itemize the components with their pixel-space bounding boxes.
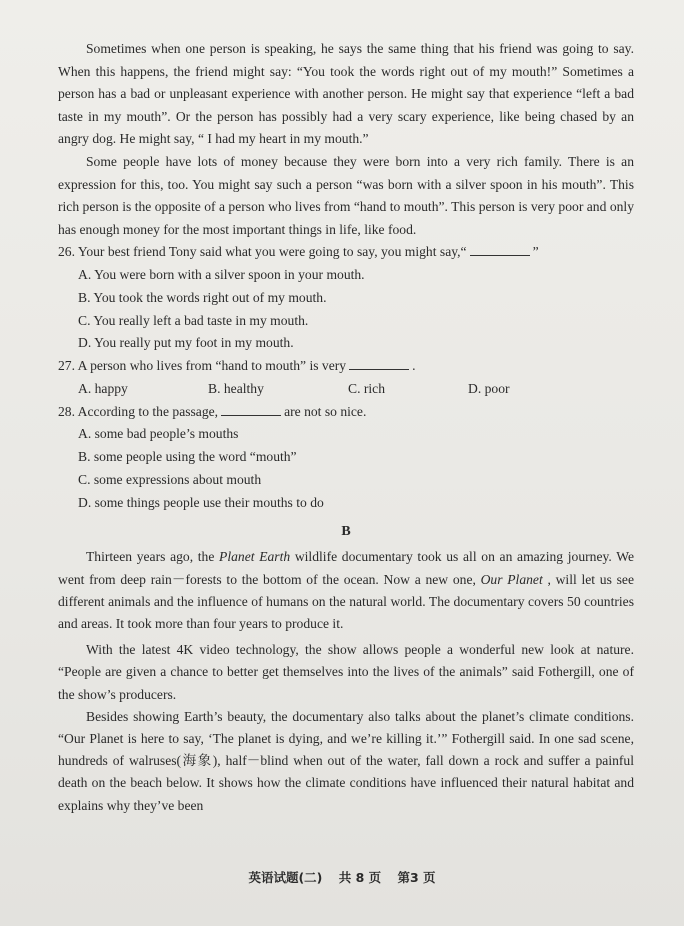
question-27-option-b: B. healthy — [208, 380, 264, 396]
passage-a-paragraph-1: Sometimes when one person is speaking, he says the same thing that his friend was going to say. When this happens, the friend might say: “You took the words right out of my mouth!” Sometimes a person has a bad or unpleasant experience with another person. He might say that experience “left a bad taste in my mouth”. Or the person has possibly had a very scary experience, like being chased by an angry dog. He might say, “ I had my heart in my mouth.” — [58, 41, 634, 147]
passage-b-paragraph-2: With the latest 4K video technology, the show allows people a wonderful new look at nature. “People are given a chance to better get themselves into the lives of the animals” said Fothergill, one of the show’s producers. — [58, 642, 634, 702]
question-26 — [58, 241, 634, 264]
footer-total-pages: 共 8 页 — [338, 870, 382, 885]
question-27-stem-end: . — [412, 358, 416, 374]
question-28-option-b: B. some people using the word “mouth” — [78, 448, 297, 464]
answer-blank-26 — [470, 243, 530, 256]
passage-b-paragraph-1 — [58, 546, 634, 635]
footer-exam-title: 英语试题(二) — [248, 870, 323, 885]
passage-b-p1-part-3: , will let us see different animals and the influence of humans on the natural world. The documentary covers 50 countries and areas. It took more than four years to produce it. — [58, 571, 634, 631]
question-28-stem: 28. According to the passage, — [58, 403, 219, 419]
passage-b-p1-part-1: Thirteen years ago, the — [86, 549, 220, 565]
passage-b-paragraph-3: Besides showing Earth’s beauty, the documentary also talks about the planet’s climate conditions. “Our Planet is here to say, ‘The planet is dying, and we’re killing it.’” Fothergill said. In one sad scene, hundreds of walruses(海象), half－blind when out of the water, fall down a rock and suffer a painful death on the beach below. It shows how the climate conditions have influenced their natural habitat and explains why they’ve been — [58, 708, 634, 813]
question-26-option-d: D. You really put my foot in my mouth. — [78, 335, 294, 351]
question-27 — [58, 355, 634, 378]
answer-blank-28 — [221, 403, 281, 416]
question-28-stem-end: are not so nice. — [284, 403, 367, 419]
page-content — [58, 38, 634, 817]
question-26-option-c: C. You really left a bad taste in my mouth. — [78, 312, 309, 328]
passage-a-paragraph-2: Some people have lots of money because they were born into a very rich family. There is an expression for this, too. You might say such a person “was born with a silver spoon in his mouth”. This rich person is the opposite of a person who lives from “hand to mouth”. This person is very poor and only has enough money for the most important things in life, like food. — [58, 153, 634, 237]
page-footer — [0, 868, 684, 886]
documentary-title-planet-earth: Planet Earth — [219, 549, 291, 565]
section-b-heading: B — [341, 524, 351, 540]
question-26-option-a: A. You were born with a silver spoon in your mouth. — [78, 266, 365, 282]
question-26-stem-end: ” — [532, 244, 539, 260]
question-27-option-d: D. poor — [468, 380, 510, 396]
question-28-option-d: D. some things people use their mouths to do — [78, 494, 324, 510]
question-26-option-b: B. You took the words right out of my mouth. — [78, 289, 327, 305]
answer-blank-27 — [349, 357, 409, 370]
passage-b-p1-part-2: wildlife documentary took us all on an amazing journey. We went from deep rain－forests to the bottom of the ocean. Now a new one, — [58, 549, 634, 587]
question-28-option-c: C. some expressions about mouth — [78, 471, 262, 487]
question-28-option-a: A. some bad people’s mouths — [78, 426, 239, 442]
question-27-option-a: A. happy — [78, 380, 128, 396]
documentary-title-our-planet: Our Planet — [480, 571, 543, 587]
question-26-stem: 26. Your best friend Tony said what you were going to say, you might say,“ — [58, 244, 467, 260]
question-27-stem: 27. A person who lives from “hand to mouth” is very — [58, 358, 347, 374]
question-28 — [58, 401, 634, 424]
question-27-options — [78, 378, 634, 401]
footer-page-number: 第3 页 — [397, 870, 436, 885]
question-27-option-c: C. rich — [348, 380, 385, 396]
